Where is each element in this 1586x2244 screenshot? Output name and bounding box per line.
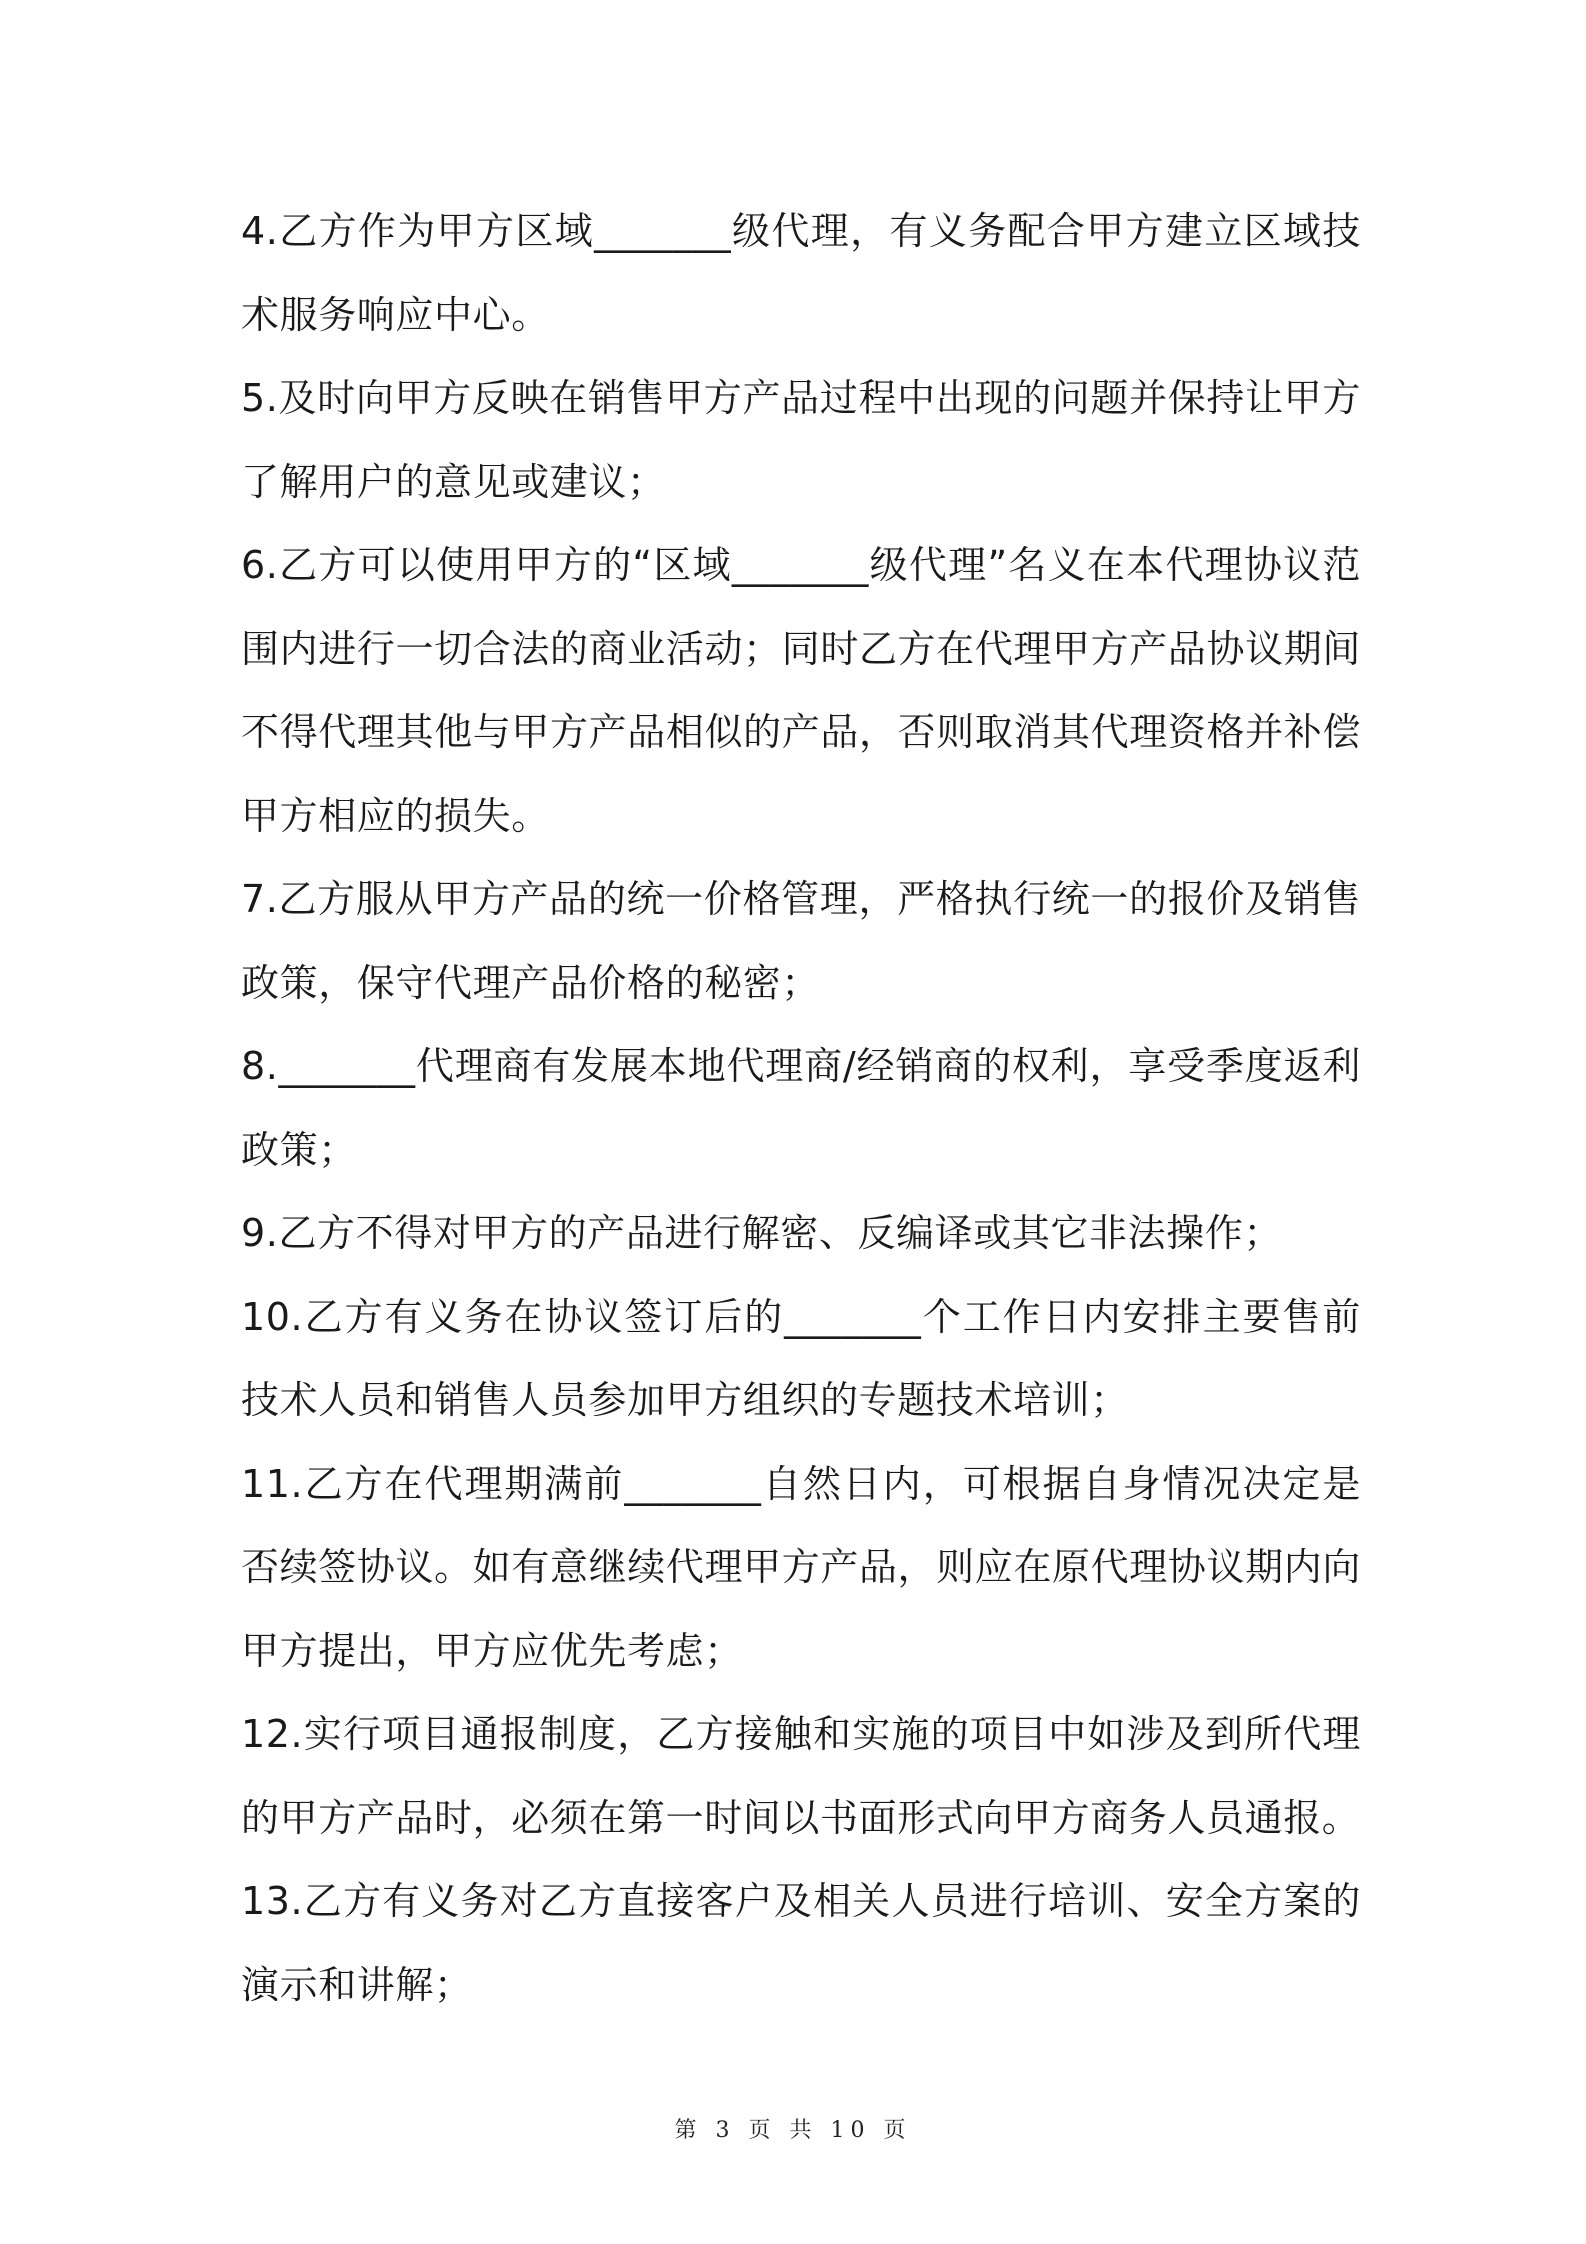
clause-4: 4.乙方作为甲方区域_______级代理，有义务配合甲方建立区域技术服务响应中心。 [241,209,1361,337]
clause-8: 8._______代理商有发展本地代理商/经销商的权利，享受季度返利政策； [241,1044,1361,1172]
page-number-footer: 第 3 页 共 10 页 [674,2118,912,2143]
clause-11: 11.乙方在代理期满前_______自然日内，可根据自身情况决定是否续签协议。如有意继续代理甲方产品，则应在原代理协议期内向甲方提出，甲方应优先考虑； [241,1461,1361,1673]
clause-7: 7.乙方服从甲方产品的统一价格管理，严格执行统一的报价及销售政策，保守代理产品价格的秘密； [241,877,1361,1005]
clause-12: 12.实行项目通报制度，乙方接触和实施的项目中如涉及到所代理的甲方产品时，必须在第一时间以书面形式向甲方商务人员通报。 [241,1712,1361,1840]
clause-9: 9.乙方不得对甲方的产品进行解密、反编译或其它非法操作； [241,1211,1283,1255]
document-body [241,190,1361,2027]
clause-13: 13.乙方有义务对乙方直接客户及相关人员进行培训、安全方案的演示和讲解； [241,1879,1361,2007]
clause-10: 10.乙方有义务在协议签订后的_______个工作日内安排主要售前技术人员和销售人员参加甲方组织的专题技术培训； [241,1294,1361,1422]
clause-5: 5.及时向甲方反映在销售甲方产品过程中出现的问题并保持让甲方了解用户的意见或建议； [241,376,1361,504]
clause-6: 6.乙方可以使用甲方的“区域_______级代理”名义在本代理协议范围内进行一切合法的商业活动；同时乙方在代理甲方产品协议期间不得代理其他与甲方产品相似的产品，否则取消其代理资格并补偿甲方相应的损失。 [241,543,1361,838]
